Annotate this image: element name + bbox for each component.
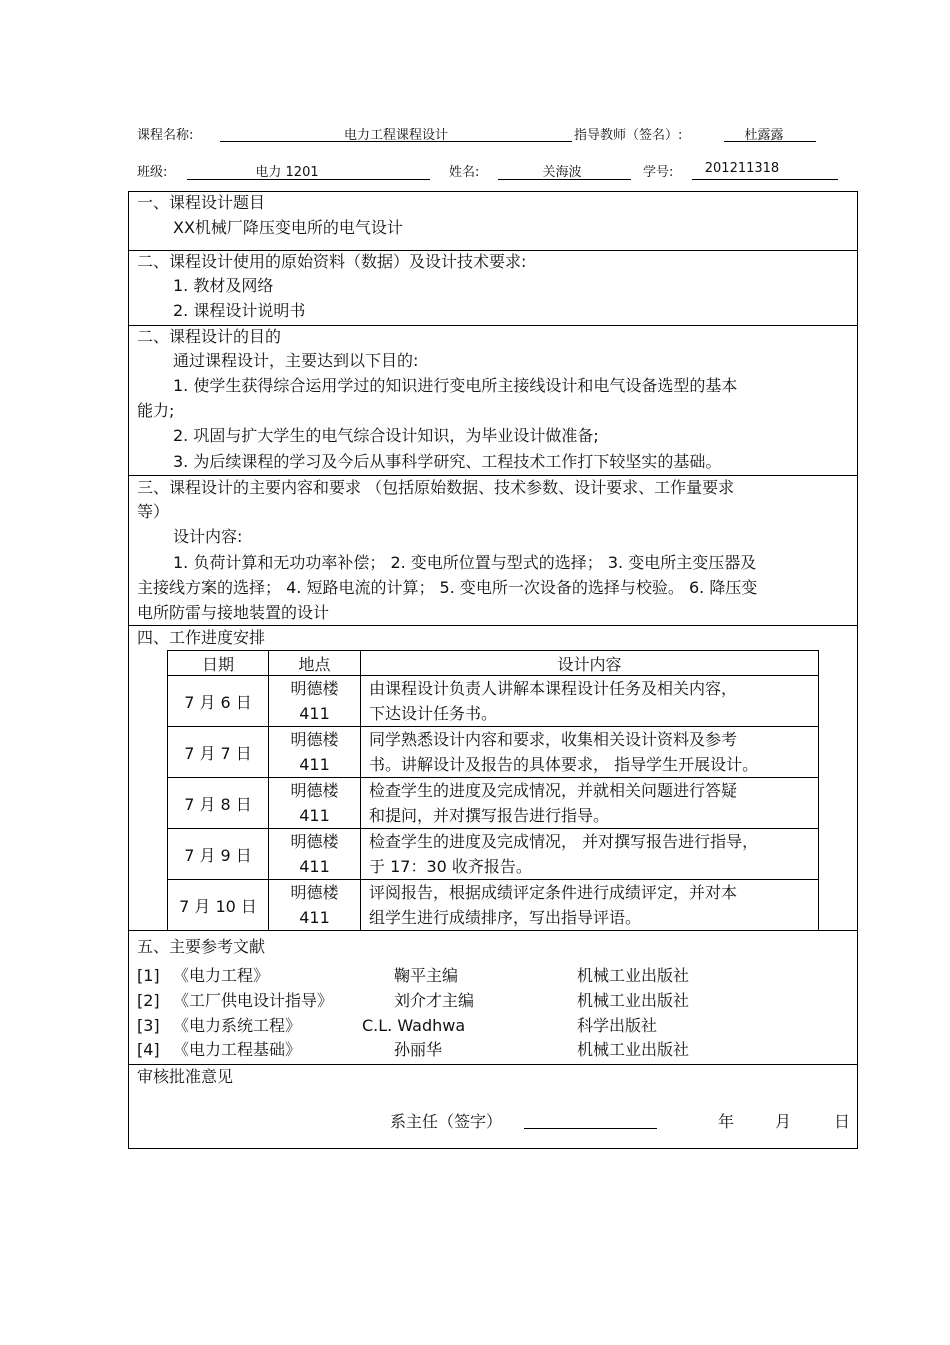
date-day: 日 <box>834 1112 851 1131</box>
place-room: 411 <box>299 755 330 774</box>
date-month: 月 <box>775 1112 792 1131</box>
class-label: 班级: <box>137 165 168 180</box>
id-underline <box>692 179 838 180</box>
teacher-label: 指导教师（签名）: <box>574 128 683 143</box>
divider <box>128 625 858 626</box>
col-place: 地点 <box>269 651 361 676</box>
approval-title: 审核批准意见 <box>137 1067 234 1086</box>
ref-publisher: 机械工业出版社 <box>577 966 690 985</box>
place-room: 411 <box>299 908 330 927</box>
s2-item: 1. 教材及网络 <box>173 276 274 295</box>
table-header-row <box>168 651 819 676</box>
ref-author: 鞠平主编 <box>394 966 459 985</box>
content-line: 组学生进行成绩排序，写出指导评语。 <box>369 908 642 927</box>
content-line: 下达设计任务书。 <box>369 704 498 723</box>
row-date: 7 月 10 日 <box>168 880 269 931</box>
teacher-value: 杜露露 <box>744 128 784 143</box>
s4-sub: 设计内容: <box>173 527 243 546</box>
course-label: 课程名称: <box>137 128 194 143</box>
s4-line: 1. 负荷计算和无功功率补偿； 2. 变电所位置与型式的选择； 3. 变电所主变压器及 <box>173 553 757 572</box>
class-value: 电力 1201 <box>255 165 319 180</box>
col-content: 设计内容 <box>361 651 819 676</box>
divider <box>128 250 858 251</box>
ref-book: 《电力系统工程》 <box>173 1016 302 1035</box>
row-place <box>269 727 361 778</box>
course-value: 电力工程课程设计 <box>343 128 448 143</box>
place-building: 明德楼 <box>290 832 339 851</box>
place-building: 明德楼 <box>290 730 339 749</box>
content-line: 检查学生的进度及完成情况，并就相关问题进行答疑 <box>369 781 738 800</box>
table-row <box>168 778 819 829</box>
content-line: 同学熟悉设计内容和要求，收集相关设计资料及参考 <box>369 730 738 749</box>
s3-point: 3. 为后续课程的学习及今后从事科学研究、工程技术工作打下较坚实的基础。 <box>173 452 722 471</box>
id-value: 201211318 <box>704 161 780 176</box>
row-content <box>361 880 819 931</box>
signature-line[interactable] <box>524 1128 657 1129</box>
table-row <box>168 829 819 880</box>
name-value: 关海波 <box>542 165 582 180</box>
s3-intro: 通过课程设计，主要达到以下目的: <box>173 351 419 370</box>
name-label: 姓名: <box>449 165 480 180</box>
row-date: 7 月 9 日 <box>168 829 269 880</box>
divider <box>128 475 858 476</box>
ref-book: 《工厂供电设计指导》 <box>173 991 334 1010</box>
col-date: 日期 <box>168 651 269 676</box>
ref-publisher: 机械工业出版社 <box>577 991 690 1010</box>
row-content <box>361 676 819 727</box>
table-row <box>168 727 819 778</box>
place-room: 411 <box>299 704 330 723</box>
content-line: 检查学生的进度及完成情况， 并对撰写报告进行指导， <box>369 832 759 851</box>
ref-num: [4] <box>137 1040 160 1059</box>
s2-item: 2. 课程设计说明书 <box>173 301 306 320</box>
place-room: 411 <box>299 806 330 825</box>
row-content <box>361 778 819 829</box>
content-line: 由课程设计负责人讲解本课程设计任务及相关内容， <box>369 679 738 698</box>
s2-title: 二、课程设计使用的原始资料（数据）及设计技术要求: <box>137 252 527 271</box>
s6-title: 五、主要参考文献 <box>137 937 266 956</box>
content-line: 评阅报告，根据成绩评定条件进行成绩评定，并对本 <box>369 883 738 902</box>
s1-topic: XX机械厂降压变电所的电气设计 <box>173 218 403 237</box>
ref-book: 《电力工程》 <box>173 966 270 985</box>
ref-publisher: 机械工业出版社 <box>577 1040 690 1059</box>
row-content <box>361 727 819 778</box>
s4-line: 电所防雷与接地装置的设计 <box>137 603 330 622</box>
ref-num: [2] <box>137 991 160 1010</box>
ref-author: 刘介才主编 <box>394 991 475 1010</box>
place-building: 明德楼 <box>290 781 339 800</box>
s1-title: 一、课程设计题目 <box>137 193 266 212</box>
content-line: 和提问，并对撰写报告进行指导。 <box>369 806 610 825</box>
id-label: 学号: <box>643 165 674 180</box>
row-place <box>269 676 361 727</box>
row-place <box>269 880 361 931</box>
sign-label: 系主任（签字） <box>390 1112 503 1131</box>
s4-line: 主接线方案的选择； 4. 短路电流的计算； 5. 变电所一次设备的选择与校验。 6. 降压变 <box>137 578 758 597</box>
schedule-table <box>167 650 819 931</box>
s3-title: 二、课程设计的目的 <box>137 327 282 346</box>
s3-point: 能力; <box>137 401 175 420</box>
content-line: 书。讲解设计及报告的具体要求， 指导学生开展设计。 <box>369 755 759 774</box>
ref-author: C.L. Wadhwa <box>362 1016 466 1035</box>
row-date: 7 月 6 日 <box>168 676 269 727</box>
place-building: 明德楼 <box>290 883 339 902</box>
s5-title: 四、工作进度安排 <box>137 628 266 647</box>
s4-title: 等） <box>137 502 170 521</box>
ref-publisher: 科学出版社 <box>577 1016 658 1035</box>
row-content <box>361 829 819 880</box>
divider <box>128 1064 858 1065</box>
row-place <box>269 778 361 829</box>
ref-book: 《电力工程基础》 <box>173 1040 302 1059</box>
ref-num: [3] <box>137 1016 160 1035</box>
table-row <box>168 676 819 727</box>
content-line: 于 17：30 收齐报告。 <box>369 857 532 876</box>
table-row <box>168 880 819 931</box>
date-year: 年 <box>718 1112 735 1131</box>
ref-author: 孙丽华 <box>394 1040 443 1059</box>
place-room: 411 <box>299 857 330 876</box>
place-building: 明德楼 <box>290 679 339 698</box>
divider <box>128 325 858 326</box>
row-date: 7 月 8 日 <box>168 778 269 829</box>
s3-point: 2. 巩固与扩大学生的电气综合设计知识，为毕业设计做准备; <box>173 426 599 445</box>
s3-point: 1. 使学生获得综合运用学过的知识进行变电所主接线设计和电气设备选型的基本 <box>173 376 738 395</box>
row-date: 7 月 7 日 <box>168 727 269 778</box>
s4-title: 三、课程设计的主要内容和要求 （包括原始数据、技术参数、设计要求、工作量要求 <box>137 478 735 497</box>
ref-num: [1] <box>137 966 160 985</box>
row-place <box>269 829 361 880</box>
